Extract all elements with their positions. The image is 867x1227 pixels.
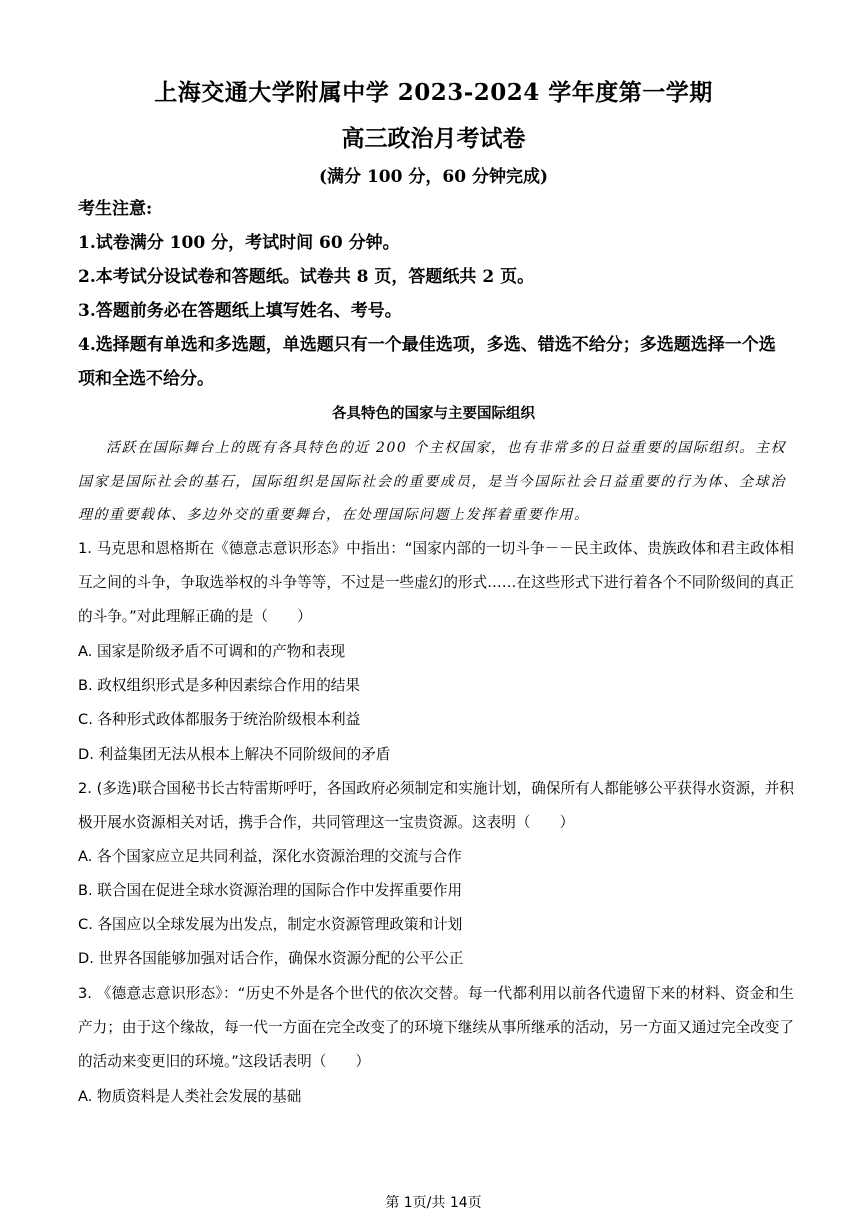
question-2-option-a: A. 各个国家应立足共同利益，深化水资源治理的交流与合作	[78, 848, 462, 865]
notice-heading: 考生注意:	[78, 199, 153, 219]
section-passage: 活跃在国际舞台上的既有各具特色的近 200 个主权国家，也有非常多的日益重要的国际组织。主权国家是国际社会的基石，国际组织是国际社会的重要成员，是当今国际社会日益重要的行为体、全球治理的重要载体、多边外交的重要舞台，在处理国际问题上发挥着重要作用。	[78, 440, 786, 523]
question-3-stem: 3. 《德意志意识形态》：“历史不外是各个世代的依次交替。每一代都利用以前各代遗留下来的材料、资金和生产力；由于这个缘故，每一代一方面在完全改变了的环境下继续从事所继承的活动，另一方面又通过完全改变了的活动来变更旧的环境。”这段话表明（ ）	[78, 985, 794, 1070]
question-1-option-b: B. 政权组织形式是多种因素综合作用的结果	[78, 677, 360, 694]
question-1-option-d: D. 利益集团无法从根本上解决不同阶级间的矛盾	[78, 746, 391, 763]
question-1-option-c: C. 各种形式政体都服务于统治阶级根本利益	[78, 711, 361, 728]
question-2-option-d: D. 世界各国能够加强对话合作，确保水资源分配的公平公正	[78, 950, 464, 967]
question-3-option-a: A. 物质资料是人类社会发展的基础	[78, 1088, 302, 1105]
section-title: 各具特色的国家与主要国际组织	[332, 405, 535, 422]
page-number: 第 1页/共 14页	[385, 1195, 482, 1211]
notice-item-1: 1.试卷满分 100 分，考试时间 60 分钟。	[78, 233, 400, 253]
notice-item-2: 2.本考试分设试卷和答题纸。试卷共 8 页，答题纸共 2 页。	[78, 267, 535, 287]
question-2-option-b: B. 联合国在促进全球水资源治理的国际合作中发挥重要作用	[78, 882, 463, 899]
notice-item-3: 3.答题前务必在答题纸上填写姓名、考号。	[78, 301, 402, 321]
exam-title: 上海交通大学附属中学 2023-2024 学年度第一学期	[154, 79, 713, 106]
question-2-stem: 2. (多选)联合国秘书长古特雷斯呼吁，各国政府必须制定和实施计划，确保所有人都能够公平获得水资源，并积极开展水资源相关对话，携手合作，共同管理这一宝贵资源。这表明（ ）	[78, 780, 794, 831]
question-1-stem: 1. 马克思和恩格斯在《德意志意识形态》中指出：“国家内部的一切斗争－－民主政体、贵族政体和君主政体相互之间的斗争，争取选举权的斗争等等，不过是一些虚幻的形式……在这些形式下进行着各个不同阶级间的真正的斗争。”对此理解正确的是（ ）	[78, 540, 794, 625]
score-note: (满分 100 分，60 分钟完成)	[319, 167, 548, 187]
question-1-option-a: A. 国家是阶级矛盾不可调和的产物和表现	[78, 643, 346, 660]
exam-subtitle: 高三政治月考试卷	[341, 125, 526, 152]
notice-item-4: 4.选择题有单选和多选题，单选题只有一个最佳选项，多选、错选不给分；多选题选择一个选项和全选不给分。	[78, 335, 776, 389]
question-2-option-c: C. 各国应以全球发展为出发点，制定水资源管理政策和计划	[78, 916, 463, 933]
